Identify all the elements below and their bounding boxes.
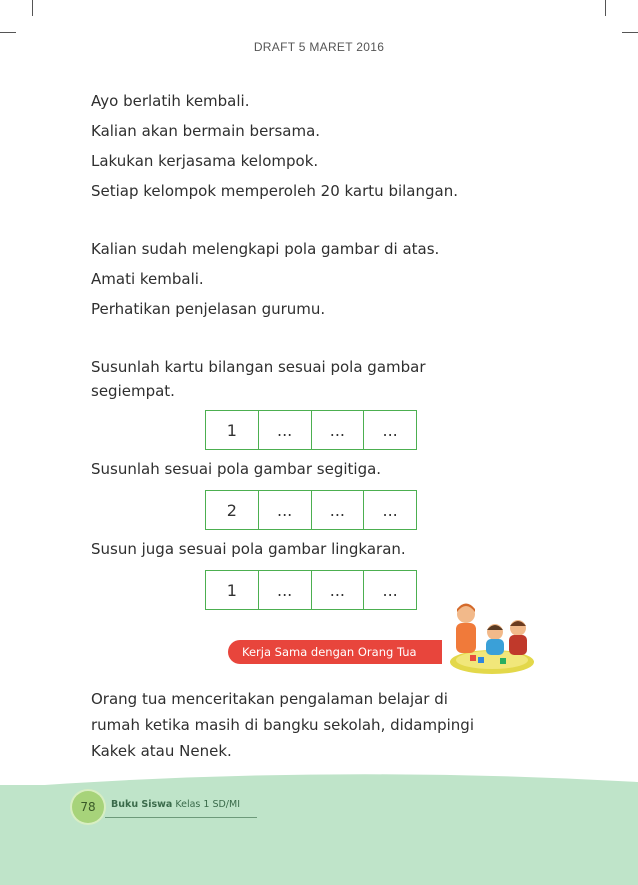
number-card: ... bbox=[259, 411, 312, 449]
number-card: 1 bbox=[206, 411, 259, 449]
text-line: Kalian akan bermain bersama. bbox=[91, 122, 321, 140]
number-card: 1 bbox=[206, 571, 259, 609]
number-card-row-rectangle bbox=[205, 410, 417, 450]
footer-rule bbox=[105, 817, 257, 818]
number-card-row-triangle bbox=[205, 490, 417, 530]
draft-header: DRAFT 5 MARET 2016 bbox=[253, 40, 385, 54]
text-line: Susunlah kartu bilangan sesuai pola gambar bbox=[91, 358, 426, 376]
text-line: rumah ketika masih di bangku sekolah, didampingi bbox=[91, 716, 474, 734]
text-line: Lakukan kerjasama kelompok. bbox=[91, 152, 319, 170]
text-line: Kalian sudah melengkapi pola gambar di atas. bbox=[91, 240, 440, 258]
row-label: Susunlah sesuai pola gambar segitiga. bbox=[91, 460, 382, 478]
book-title-bold: Buku Siswa bbox=[111, 799, 173, 810]
section-banner: Kerja Sama dengan Orang Tua bbox=[228, 640, 442, 664]
number-card: ... bbox=[312, 571, 365, 609]
text-line: Setiap kelompok memperoleh 20 kartu bilangan. bbox=[91, 182, 458, 200]
number-card: ... bbox=[312, 411, 365, 449]
crop-mark bbox=[0, 32, 16, 33]
number-card: 2 bbox=[206, 491, 259, 529]
number-card: ... bbox=[382, 500, 398, 520]
text-line: segiempat. bbox=[91, 382, 175, 400]
crop-mark bbox=[622, 32, 638, 33]
text-line: Perhatikan penjelasan gurumu. bbox=[91, 300, 326, 318]
row-label: Susun juga sesuai pola gambar lingkaran. bbox=[91, 540, 406, 558]
book-title bbox=[111, 799, 240, 810]
number-card: ... bbox=[312, 491, 365, 529]
crop-mark bbox=[605, 0, 606, 16]
book-title-rest: Kelas 1 SD/MI bbox=[172, 799, 241, 810]
family-illustration bbox=[440, 600, 535, 675]
crop-mark bbox=[32, 0, 33, 16]
number-card: ... bbox=[382, 420, 398, 440]
text-line: Orang tua menceritakan pengalaman belajar di bbox=[91, 690, 448, 708]
number-card: ... bbox=[259, 491, 312, 529]
page-number: 78 bbox=[72, 791, 104, 823]
number-card: ... bbox=[259, 571, 312, 609]
number-card-row-circle bbox=[205, 570, 417, 610]
number-card: ... bbox=[382, 580, 398, 600]
text-line: Amati kembali. bbox=[91, 270, 204, 288]
text-line: Ayo berlatih kembali. bbox=[91, 92, 250, 110]
text-line: Kakek atau Nenek. bbox=[91, 742, 232, 760]
